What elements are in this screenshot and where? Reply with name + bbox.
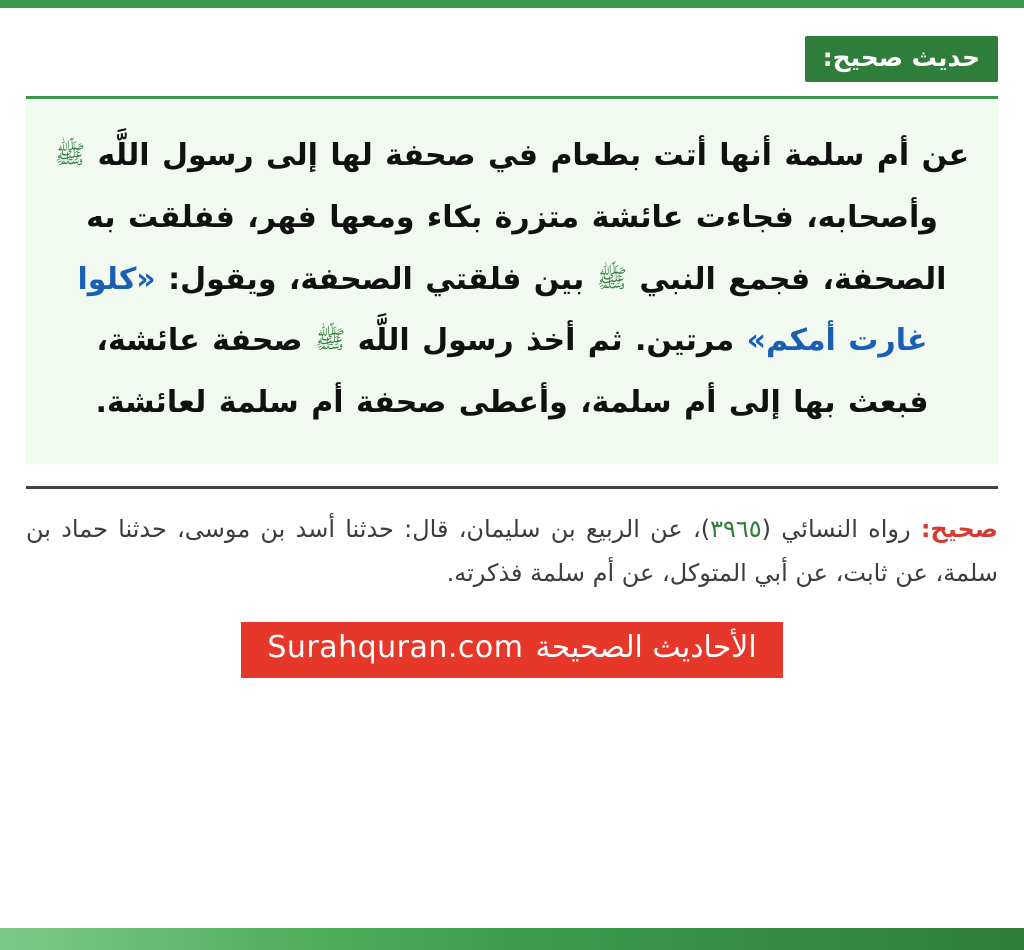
source-grade-label: صحيح: (920, 514, 998, 543)
brand-site-name: Surahquran.com (267, 629, 524, 665)
hadith-part-1: عن أم سلمة أنها أتت بطعام في صحفة لها إلى رسول اللَّه (85, 138, 970, 173)
grade-badge: حديث صحيح: (805, 36, 998, 82)
section-divider (26, 486, 998, 489)
footer-row (26, 622, 998, 678)
source-hadith-number: ٣٩٦٥ (710, 514, 762, 543)
grade-row (26, 36, 998, 82)
top-accent-strip (0, 0, 1024, 8)
hadith-part-4: مرتين. ثم أخذ رسول اللَّه (345, 323, 747, 359)
salla-symbol-icon-2: ﷺ (596, 263, 627, 293)
hadith-part-2: وأصحابه، فجاءت عائشة متزرة بكاء ومعها فهر، ففلقت به الصحفة، فجمع النبي (86, 199, 947, 297)
hadith-box (26, 96, 998, 464)
source-intro: رواه النسائي ( (761, 514, 921, 543)
salla-symbol-icon-3: ﷺ (314, 325, 346, 355)
hadith-part-5: صحفة عائشة، فبعث بها إلى أم سلمة، وأعطى صحفة أم سلمة لعائشة. (95, 323, 929, 421)
hadith-text (52, 125, 972, 434)
source-chain: )، عن الربيع بن سليمان، قال: حدثنا أسد بن موسى، حدثنا حماد بن سلمة، عن ثابت، عن أبي المتوكل، عن أم سلمة فذكرته. (26, 514, 998, 588)
bottom-accent-strip (0, 928, 1024, 950)
hadith-part-3: بين فلقتي الصحفة، ويقول: (155, 261, 597, 297)
source-paragraph (26, 507, 998, 596)
brand-tagline: الأحاديث الصحيحة (535, 629, 757, 665)
card-content (0, 8, 1024, 950)
brand-bar[interactable] (241, 622, 782, 678)
hadith-quoted-speech: «كلوا غارت أمكم» (77, 261, 928, 359)
salla-symbol-icon-1: ﷺ (54, 140, 86, 169)
